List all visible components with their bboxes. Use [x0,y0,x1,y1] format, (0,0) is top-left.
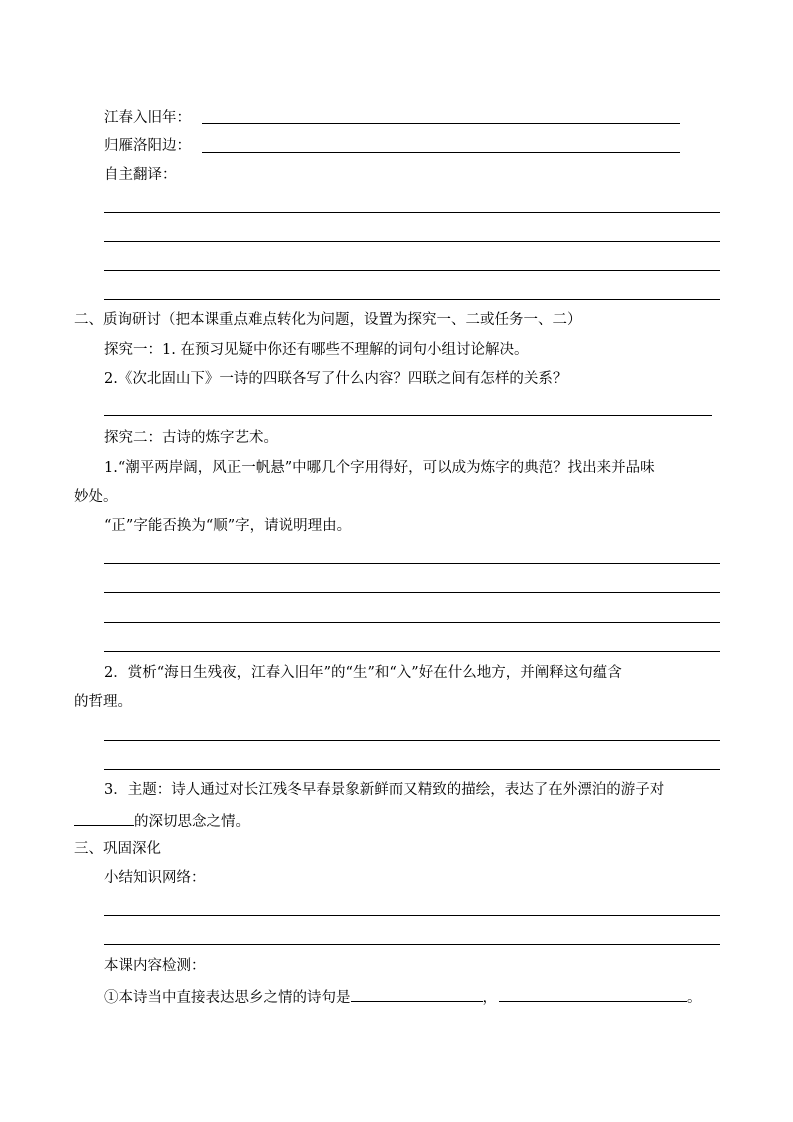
section2-heading: 二、质询研讨（把本课重点难点转化为问题，设置为探究一、二或任务一、二） [74,312,582,328]
explore2-question-2-line1: 2．赏析“海日生残夜，江春入旧年”的“生”和“入”好在什么地方，并阐释这句蕴含 [104,665,622,681]
check-label: 本课内容检测： [104,958,206,974]
summary-line-2 [104,944,720,945]
label-jiangchun: 江春入旧年： [104,110,191,126]
answer-line-jiangchun [202,123,680,124]
theme-blank [74,811,134,826]
label-self-translate: 自主翻译： [104,167,177,183]
label-guiyan: 归雁洛阳边： [104,138,191,154]
check-q1-end: 。 [687,990,702,1006]
explore2-q2-line-2 [104,769,720,770]
translate-line-1 [104,212,720,213]
explore2-question-1-sub: “正”字能否换为“顺”字，请说明理由。 [104,518,352,534]
explore2-q1-line-2 [104,592,720,593]
theme-line-2-suffix: 的深切思念之情。 [134,814,250,830]
check-q1-sep: ， [482,990,497,1006]
explore2-question-1-line1: 1.“潮平两岸阔，风正一帆悬”中哪几个字用得好，可以成为炼字的典范？找出来并品味 [104,460,655,476]
summary-label: 小结知识网络： [104,870,206,886]
explore2-q2-line-1 [104,740,720,741]
check-question-1 [104,987,702,1007]
translate-line-4 [104,299,720,300]
check-q1-blank-1 [351,987,483,1002]
theme-line-2 [74,811,250,831]
check-q1-prefix: ①本诗当中直接表达思乡之情的诗句是 [104,990,351,1006]
explore1-question-1: 探究一：1. 在预习见疑中你还有哪些不理解的词句小组讨论解决。 [104,342,529,358]
explore2-q1-line-1 [104,563,720,564]
translate-line-3 [104,270,720,271]
explore1-question-2: 2.《次北固山下》一诗的四联各写了什么内容？四联之间有怎样的关系？ [104,371,568,387]
section3-heading: 三、巩固深化 [74,841,161,857]
explore2-q1-line-4 [104,651,720,652]
translate-line-2 [104,241,720,242]
answer-line-guiyan [202,152,680,153]
theme-line-1: 3．主题：诗人通过对长江残冬早春景象新鲜而又精致的描绘，表达了在外漂泊的游子对 [104,782,665,798]
explore2-question-2-line2: 的哲理。 [74,694,132,710]
explore2-q1-line-3 [104,622,720,623]
check-q1-blank-2 [499,987,687,1002]
explore2-heading: 探究二：古诗的炼字艺术。 [104,430,278,446]
explore1-answer-line [104,415,712,416]
summary-line-1 [104,915,720,916]
explore2-question-1-line2: 妙处。 [74,489,118,505]
